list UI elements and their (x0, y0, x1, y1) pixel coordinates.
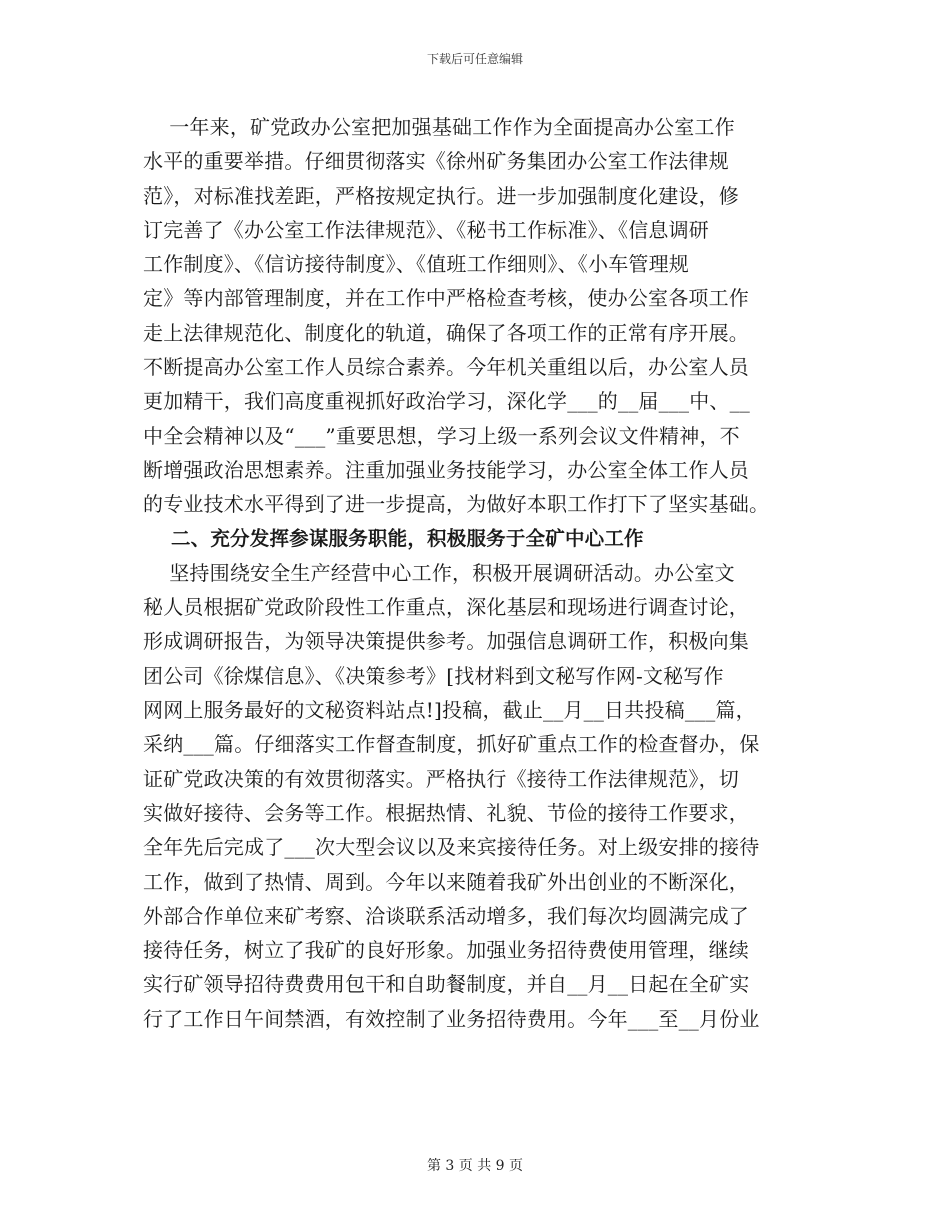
text-line: 不断提高办公室工作人员综合素养。今年机关重组以后，办公室人员 (143, 355, 749, 380)
text-line: 形成调研报告，为领导决策提供参考。加强信息调研工作，积极向集 (143, 629, 749, 654)
text-line: 外部合作单位来矿考察、洽谈联系活动增多，我们每次均圆满完成了 (143, 903, 749, 928)
text-line: 全年先后完成了___次大型会议以及来宾接待任务。对上级安排的接待 (143, 835, 760, 860)
text-line: 范》，对标准找差距，严格按规定执行。进一步加强制度化建设，修 (143, 183, 739, 208)
page-header: 下载后可任意编辑 (426, 52, 523, 66)
text-line: 采纳___篇。仔细落实工作督查制度，抓好矿重点工作的检查督办，保 (143, 732, 760, 757)
text-line: 更加精干，我们高度重视抓好政治学习，深化学___的__届___中、__ (143, 389, 750, 414)
section-heading: 二、充分发挥参谋服务职能，积极服务于全矿中心工作 (143, 526, 644, 550)
text-line: 行了工作日午间禁酒，有效控制了业务招待费用。今年___至__月份业 (143, 1006, 760, 1031)
text-line: 证矿党政决策的有效贯彻落实。严格执行《接待工作法律规范》，切 (143, 766, 739, 791)
text-line: 实行矿领导招待费费用包干和自助餐制度，并自__月__日起在全矿实 (143, 972, 750, 997)
text-line: 实做好接待、会务等工作。根据热情、礼貌、节俭的接待工作要求， (143, 800, 749, 825)
text-line: 水平的重要举措。仔细贯彻落实《徐州矿务集团办公室工作法律规 (143, 149, 729, 174)
text-line: 网网上服务最好的文秘资料站点!]投稿，截止__月__日共投稿___篇， (143, 698, 756, 723)
page-footer: 第 3 页 共 9 页 (426, 1158, 524, 1174)
text-line: 订完善了《办公室工作法律规范》、《秘书工作标准》、《信息调研 (143, 217, 709, 242)
text-line: 团公司《徐煤信息》、《决策参考》[找材料到文秘写作网-文秘写作 (143, 663, 724, 688)
text-line: 的专业技术水平得到了进一步提高，为做好本职工作打下了坚实基础。 (143, 492, 770, 517)
text-line: 坚持围绕安全生产经营中心工作，积极开展调研活动。办公室文 (143, 560, 735, 585)
text-line: 一年来，矿党政办公室把加强基础工作作为全面提高办公室工作 (143, 115, 735, 139)
text-line: 中全会精神以及“___”重要思想，学习上级一系列会议文件精神，不 (143, 423, 740, 448)
text-line: 工作制度》、《信访接待制度》、《值班工作细则》、《小车管理规 (143, 252, 689, 277)
text-line: 接待任务，树立了我矿的良好形象。加强业务招待费使用管理，继续 (143, 938, 749, 963)
text-line: 断增强政治思想素养。注重加强业务技能学习，办公室全体工作人员 (143, 457, 749, 482)
text-line: 定》等内部管理制度，并在工作中严格检查考核，使办公室各项工作 (143, 286, 749, 311)
document-body (143, 110, 807, 1036)
text-line: 工作，做到了热情、周到。今年以来随着我矿外出创业的不断深化， (143, 869, 749, 894)
text-line: 走上法律规范化、制度化的轨道，确保了各项工作的正常有序开展。 (143, 320, 749, 345)
text-line: 秘人员根据矿党政阶段性工作重点，深化基层和现场进行调查讨论， (143, 595, 749, 620)
